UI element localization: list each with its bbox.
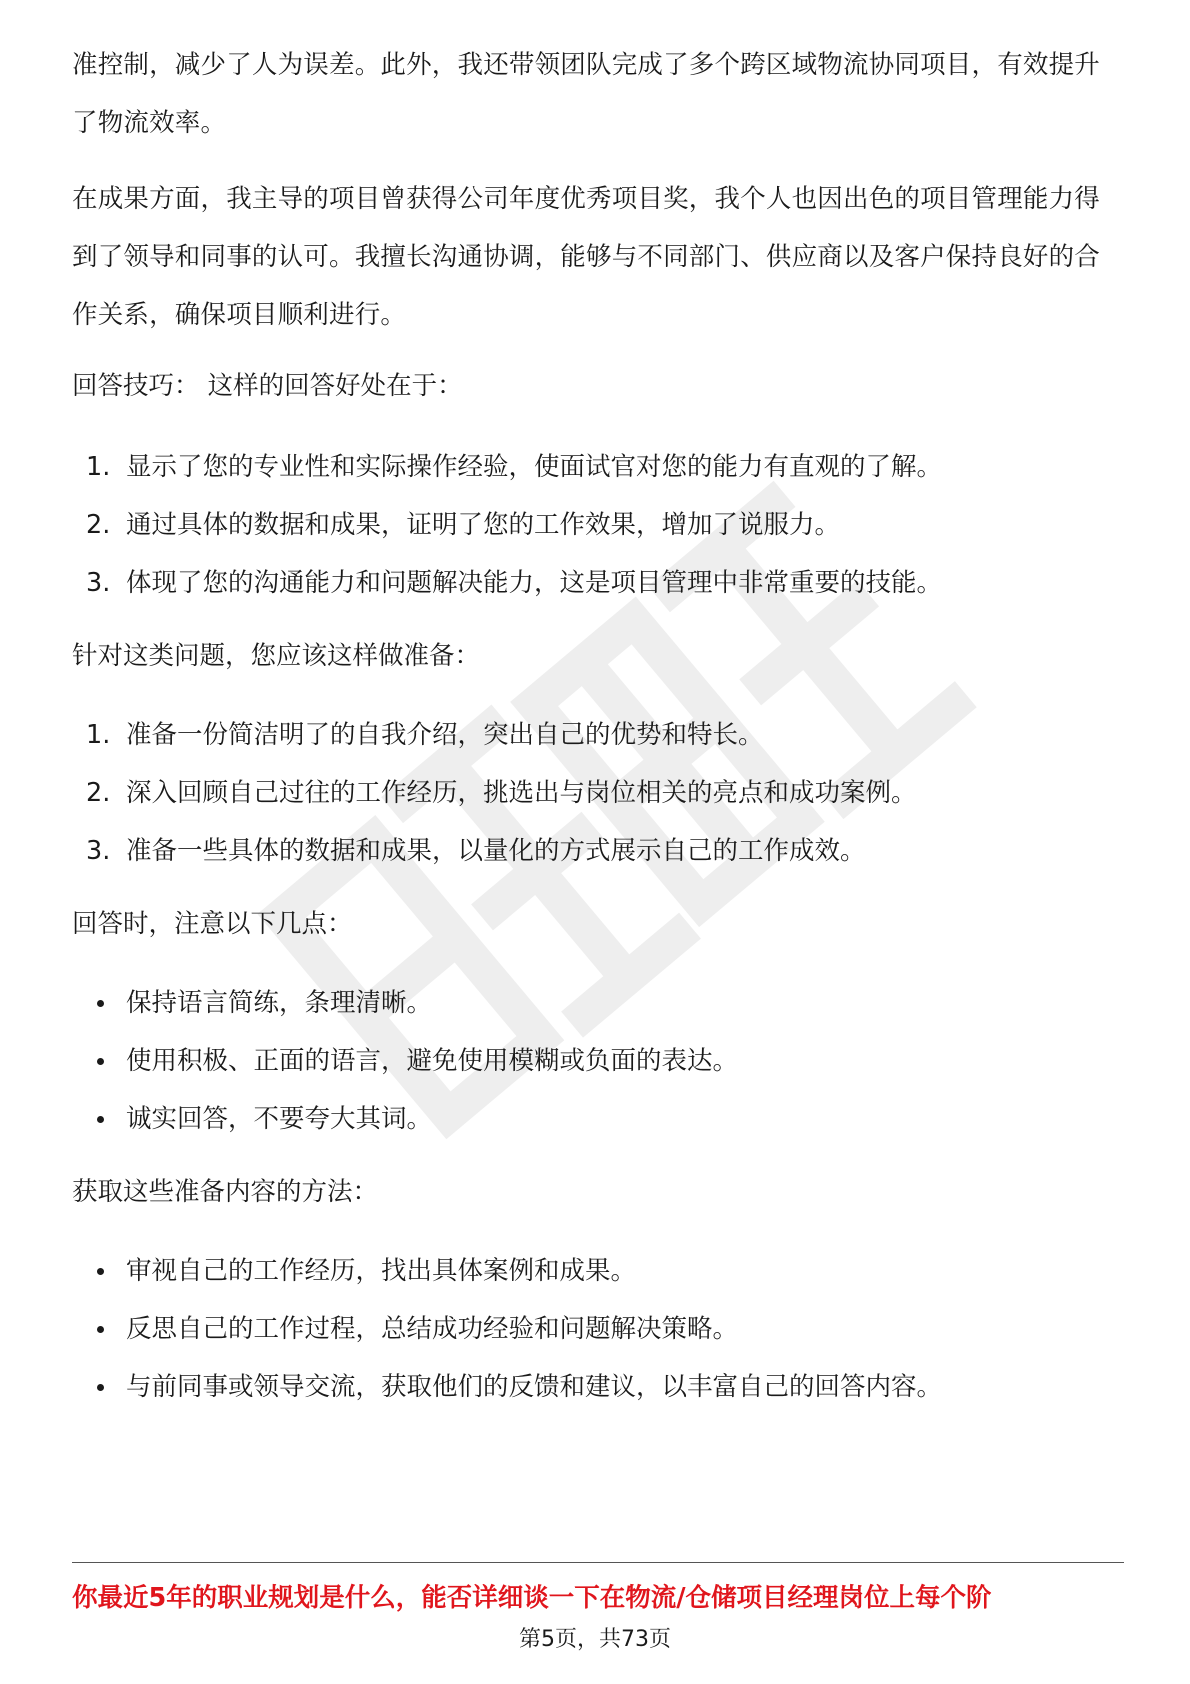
heading-answer-notes: 回答时，注意以下几点： — [72, 909, 353, 939]
bullet-dot-icon — [97, 1058, 104, 1065]
list-item-text: 准备一份简洁明了的自我介绍，突出自己的优势和特长。 — [126, 720, 764, 750]
tips-list — [0, 438, 1190, 612]
bullet-dot-icon — [97, 1326, 104, 1333]
next-question-link[interactable]: 你最近5年的职业规划是什么，能否详细谈一下在物流/仓储项目经理岗位上每个阶 — [72, 1583, 992, 1613]
list-item — [0, 1242, 1190, 1300]
list-item — [0, 1300, 1190, 1358]
list-item — [0, 764, 1190, 822]
list-item-text: 与前同事或领导交流，获取他们的反馈和建议，以丰富自己的回答内容。 — [126, 1372, 943, 1402]
bullet-dot-icon — [97, 1000, 104, 1007]
list-item-text: 使用积极、正面的语言，避免使用模糊或负面的表达。 — [126, 1046, 739, 1076]
paragraph-achievements: 在成果方面，我主导的项目曾获得公司年度优秀项目奖，我个人也因出色的项目管理能力得到了领导和同事的认可。我擅长沟通协调，能够与不同部门、供应商以及客户保持良好的合作关系，确保项目顺利进行。 — [72, 184, 1101, 330]
list-item-text: 显示了您的专业性和实际操作经验，使面试官对您的能力有直观的了解。 — [126, 452, 943, 482]
list-item-text: 准备一些具体的数据和成果，以量化的方式展示自己的工作成效。 — [126, 836, 866, 866]
list-item-text: 保持语言简练，条理清晰。 — [126, 988, 433, 1018]
list-item — [0, 1090, 1190, 1148]
footer-divider — [72, 1562, 1124, 1563]
list-item — [0, 554, 1190, 612]
list-item — [0, 438, 1190, 496]
methods-list — [0, 1242, 1190, 1416]
preparation-list — [0, 706, 1190, 880]
heading-answer-tips: 回答技巧： 这样的回答好处在于： — [72, 371, 463, 401]
list-item — [0, 1032, 1190, 1090]
list-item — [0, 974, 1190, 1032]
list-item-text: 深入回顾自己过往的工作经历，挑选出与岗位相关的亮点和成功案例。 — [126, 778, 917, 808]
list-item-text: 审视自己的工作经历，找出具体案例和成果。 — [126, 1256, 637, 1286]
list-number: 3. — [86, 568, 111, 598]
heading-methods: 获取这些准备内容的方法： — [72, 1177, 379, 1207]
list-item — [0, 706, 1190, 764]
list-item-text: 诚实回答，不要夸大其词。 — [126, 1104, 433, 1134]
heading-preparation: 针对这类问题，您应该这样做准备： — [72, 641, 481, 671]
list-number: 2. — [86, 510, 111, 540]
bullet-dot-icon — [97, 1384, 104, 1391]
list-item — [0, 1358, 1190, 1416]
list-number: 3. — [86, 836, 111, 866]
list-number: 1. — [86, 452, 111, 482]
bullet-dot-icon — [97, 1116, 104, 1123]
list-item-text: 反思自己的工作过程，总结成功经验和问题解决策略。 — [126, 1314, 739, 1344]
list-number: 1. — [86, 720, 111, 750]
list-item-text: 通过具体的数据和成果，证明了您的工作效果，增加了说服力。 — [126, 510, 841, 540]
bullet-dot-icon — [97, 1268, 104, 1275]
list-item — [0, 822, 1190, 880]
list-item-text: 体现了您的沟通能力和问题解决能力，这是项目管理中非常重要的技能。 — [126, 568, 943, 598]
paragraph-experience-continued: 准控制，减少了人为误差。此外，我还带领团队完成了多个跨区域物流协同项目，有效提升了物流效率。 — [72, 50, 1101, 138]
notes-list — [0, 974, 1190, 1148]
list-item — [0, 496, 1190, 554]
page-number: 第5页，共73页 — [519, 1627, 671, 1652]
list-number: 2. — [86, 778, 111, 808]
